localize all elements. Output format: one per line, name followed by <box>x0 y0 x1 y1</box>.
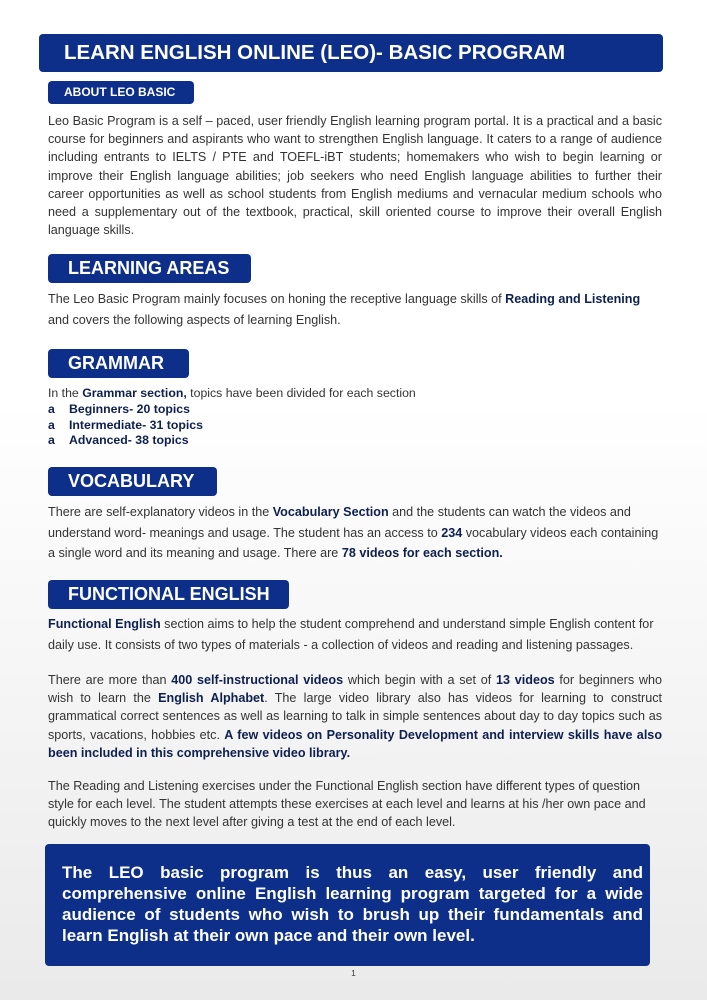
vocabulary-paragraph: There are self-explanatory videos in the Vocabulary Section and the students can watch the videos and understand word- meanings and usage. The student has an access to 234 vocabulary videos each containing a single word and its meaning and usage. There are 78 videos for each section. <box>48 505 659 560</box>
summary-box: The LEO basic program is thus an easy, user friendly and comprehensive online English learning program targeted for a wide audience of students who wish to brush up their fundamentals and learn English at their own pace and their own level. <box>45 844 650 966</box>
learning-areas-heading: LEARNING AREAS <box>48 254 251 283</box>
about-heading: ABOUT LEO BASIC <box>48 81 194 104</box>
grammar-topics-list <box>48 402 203 449</box>
functional-paragraph-1: Functional English section aims to help the student comprehend and understand simple English content for daily use. It consists of two types of materials - a collection of videos and reading and listening passages. <box>48 617 654 652</box>
learning-areas-paragraph: The Leo Basic Program mainly focuses on honing the receptive language skills of Reading and Listening and covers the following aspects of learning English. <box>48 292 641 327</box>
list-item <box>48 418 203 434</box>
grammar-intro: In the Grammar section, topics have been divided for each section <box>48 386 416 400</box>
about-paragraph: Leo Basic Program is a self – paced, user friendly English learning program portal. It is a practical and a basic course for beginners and aspirants who want to strengthen English language. It caters to a range of audience including entrants to IELTS / PTE and TOEFL-iBT students; homemakers who wish to begin learning or improve their English language abilities; job seekers who need English language abilities to further their career opportunities as well as school students from English mediums and vernacular medium schools who need a supplementary out of the textbook, practical, skill oriented course to improve their overall English language skills. <box>48 114 662 238</box>
grammar-heading: GRAMMAR <box>48 349 189 378</box>
list-item-label: Intermediate- 31 topics <box>69 417 203 432</box>
functional-english-heading: FUNCTIONAL ENGLISH <box>48 580 289 609</box>
list-marker: a <box>48 433 55 447</box>
list-marker: a <box>48 402 55 416</box>
list-item-label: Advanced- 38 topics <box>69 433 189 447</box>
list-item <box>48 433 203 449</box>
list-marker: a <box>48 417 55 432</box>
vocabulary-heading: VOCABULARY <box>48 467 217 496</box>
page-title: LEARN ENGLISH ONLINE (LEO)- BASIC PROGRAM <box>39 34 663 72</box>
list-item-label: Beginners- 20 topics <box>69 402 190 416</box>
functional-paragraph-2: There are more than 400 self-instructional videos which begin with a set of 13 videos for beginners who wish to learn the English Alphabet. The large video library also has videos for learning to construct grammatical correct sentences as well as learning to talk in simple sentences about day to day topics such as sports, vacations, hobbies etc. A few videos on Personality Development and interview skills have also been included in this comprehensive video library. <box>48 673 663 760</box>
functional-paragraph-3: The Reading and Listening exercises under the Functional English section have different types of question style for each level. The student attempts these exercises at each level and learns at his /her own pace and quickly moves to the next level after giving a test at the end of each level. <box>48 779 646 830</box>
page-number: 1 <box>351 969 356 978</box>
list-item <box>48 402 203 418</box>
